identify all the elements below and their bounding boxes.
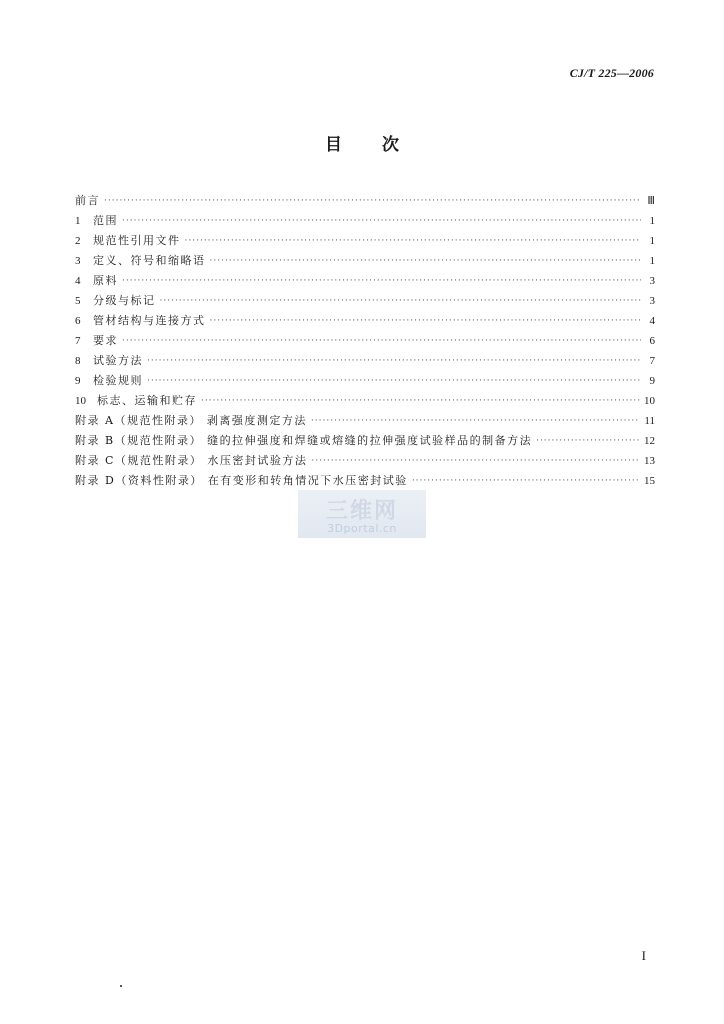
toc-dot-leader <box>160 291 642 311</box>
toc-entry[interactable] <box>75 411 655 431</box>
toc-entry-number: 6 <box>75 315 81 327</box>
toc-entry-page: 3 <box>649 275 655 287</box>
toc-entry-number: 5 <box>75 295 81 307</box>
toc-entry-label: 附录 D（资料性附录） 在有变形和转角情况下水压密封试验 <box>75 474 408 487</box>
toc-dot-leader <box>122 331 641 351</box>
toc-entry-number: 1 <box>75 215 81 227</box>
toc-dot-leader <box>185 231 642 251</box>
toc-entry[interactable] <box>75 391 655 411</box>
toc-entry-page: 1 <box>649 235 655 247</box>
toc-entry[interactable] <box>75 471 655 491</box>
toc-dot-leader <box>536 431 640 451</box>
toc-entry-page: 13 <box>644 455 655 467</box>
toc-entry-label: 附录 C（规范性附录） 水压密封试验方法 <box>75 454 308 467</box>
watermark-logo <box>298 490 426 538</box>
toc-entry[interactable] <box>75 351 655 371</box>
toc-entry-page: 3 <box>649 295 655 307</box>
toc-entry-number: 3 <box>75 255 81 267</box>
toc-entry-page: 1 <box>649 255 655 267</box>
toc-entry[interactable] <box>75 331 655 351</box>
toc-entry-page: 11 <box>644 415 655 427</box>
toc-dot-leader <box>147 351 641 371</box>
toc-entry-page: 7 <box>649 355 655 367</box>
toc-entry-label: 定义、符号和缩略语 <box>93 254 206 267</box>
toc-dot-leader <box>122 211 641 231</box>
toc-entry[interactable] <box>75 231 655 251</box>
toc-entry-label: 分级与标记 <box>93 294 156 307</box>
watermark-main-text: 三维网 <box>325 499 398 524</box>
toc-entry-number: 9 <box>75 375 81 387</box>
toc-dot-leader <box>210 251 642 271</box>
toc-dot-leader <box>412 471 640 491</box>
toc-dot-leader <box>210 311 642 331</box>
page-number: I <box>641 948 646 963</box>
toc-entry-number: 2 <box>75 235 81 247</box>
toc-entry-label: 附录 A（规范性附录） 剥离强度测定方法 <box>75 414 307 427</box>
toc-entry-page: 15 <box>644 475 655 487</box>
toc-entry-label: 试验方法 <box>93 354 143 367</box>
toc-dot-leader <box>147 371 641 391</box>
watermark-sub-text: 3Dportal.cn <box>327 522 397 535</box>
toc-dot-leader <box>311 411 640 431</box>
toc-entry-number: 4 <box>75 275 81 287</box>
toc-entry-label: 前言 <box>75 194 100 207</box>
toc-entry-number: 10 <box>75 395 86 407</box>
toc-entry-page: 4 <box>649 315 655 327</box>
toc-entry[interactable] <box>75 311 655 331</box>
toc-dot-leader <box>201 391 640 411</box>
toc-entry[interactable] <box>75 191 655 211</box>
toc-entry-label: 检验规则 <box>93 374 143 387</box>
toc-entry[interactable] <box>75 371 655 391</box>
table-of-contents <box>75 191 655 491</box>
toc-entry-label: 标志、运输和贮存 <box>97 394 197 407</box>
toc-entry-number: 7 <box>75 335 81 347</box>
toc-entry[interactable] <box>75 451 655 471</box>
toc-entry[interactable] <box>75 211 655 231</box>
document-code: CJ/T 225—2006 <box>569 66 654 80</box>
toc-entry-label: 附录 B（规范性附录） 缝的拉伸强度和焊缝或熔缝的拉伸强度试验样品的制备方法 <box>75 434 533 447</box>
toc-entry-page: 1 <box>649 215 655 227</box>
toc-dot-leader <box>311 451 640 471</box>
toc-entry-page: 10 <box>644 395 655 407</box>
toc-entry[interactable] <box>75 251 655 271</box>
toc-entry-label: 要求 <box>93 334 118 347</box>
toc-entry-page: 9 <box>649 375 655 387</box>
toc-dot-leader <box>122 271 641 291</box>
toc-entry[interactable] <box>75 431 655 451</box>
toc-entry[interactable] <box>75 271 655 291</box>
toc-entry-page: Ⅲ <box>647 195 655 207</box>
toc-entry[interactable] <box>75 291 655 311</box>
toc-entry-label: 原料 <box>93 274 118 287</box>
toc-entry-page: 6 <box>649 335 655 347</box>
toc-entry-number: 8 <box>75 355 81 367</box>
toc-entry-label: 规范性引用文件 <box>93 234 181 247</box>
toc-dot-leader <box>104 191 641 211</box>
scan-speck <box>120 985 122 987</box>
toc-entry-label: 范围 <box>93 214 118 227</box>
toc-entry-label: 管材结构与连接方式 <box>93 314 206 327</box>
page-title: 目次 <box>325 135 439 155</box>
toc-entry-page: 12 <box>644 435 655 447</box>
